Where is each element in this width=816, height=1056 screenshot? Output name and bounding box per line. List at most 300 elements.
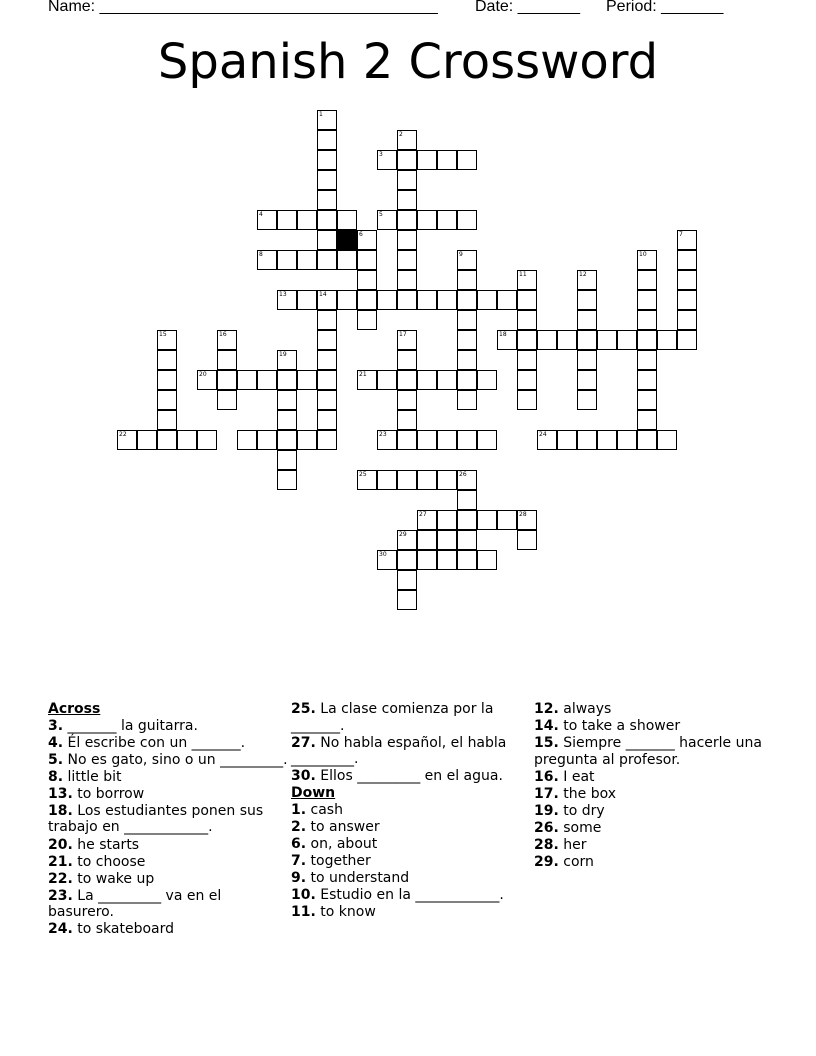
grid-cell[interactable] [417, 150, 437, 170]
grid-cell[interactable] [597, 430, 617, 450]
grid-cell[interactable] [517, 350, 537, 370]
grid-cell[interactable] [397, 390, 417, 410]
clue-text: Él escribe con un _______. [63, 734, 246, 751]
grid-cell[interactable] [377, 370, 397, 390]
grid-cell[interactable] [317, 210, 337, 230]
grid-cell[interactable] [537, 430, 557, 450]
grid-cell[interactable] [157, 330, 177, 350]
grid-cell[interactable] [497, 330, 517, 350]
grid-cell[interactable] [397, 230, 417, 250]
grid-cell[interactable] [637, 370, 657, 390]
grid-cell[interactable] [397, 210, 417, 230]
grid-cell[interactable] [317, 170, 337, 190]
clue-text: to skateboard [72, 921, 175, 938]
clue-number: 10 [639, 251, 647, 258]
grid-cell[interactable] [457, 330, 477, 350]
clue-number: 19 [279, 351, 287, 358]
grid-cell[interactable] [217, 390, 237, 410]
grid-cell[interactable] [317, 290, 337, 310]
clue [291, 853, 531, 870]
grid-cell[interactable] [377, 210, 397, 230]
clue-number: 2 [399, 131, 403, 138]
clue-number: 6 [359, 231, 363, 238]
grid-cell[interactable] [397, 150, 417, 170]
grid-cell[interactable] [517, 530, 537, 550]
grid-cell[interactable] [517, 370, 537, 390]
grid-cell[interactable] [397, 350, 417, 370]
grid-cell[interactable] [657, 330, 677, 350]
grid-cell[interactable] [637, 350, 657, 370]
grid-cell[interactable] [577, 330, 597, 350]
clue-number: 28 [519, 511, 527, 518]
grid-cell[interactable] [237, 370, 257, 390]
grid-cell[interactable] [477, 290, 497, 310]
clue-number: 17 [399, 331, 407, 338]
grid-cell[interactable] [457, 290, 477, 310]
clue [534, 837, 769, 854]
grid-cell[interactable] [137, 430, 157, 450]
grid-cell[interactable] [357, 290, 377, 310]
grid-cell[interactable] [317, 430, 337, 450]
grid-cell[interactable] [357, 270, 377, 290]
clue-number: 24. [48, 921, 73, 938]
grid-cell[interactable] [637, 270, 657, 290]
grid-cell[interactable] [217, 350, 237, 370]
grid-cell[interactable] [457, 510, 477, 530]
clue [291, 887, 531, 904]
grid-cell[interactable] [677, 230, 697, 250]
clue [534, 854, 769, 871]
grid-cell[interactable] [297, 370, 317, 390]
grid-cell[interactable] [157, 430, 177, 450]
clue [291, 768, 531, 785]
grid-cell[interactable] [377, 150, 397, 170]
clue [48, 752, 288, 769]
grid-cell[interactable] [397, 270, 417, 290]
clue-number: 4. [48, 734, 64, 751]
grid-cell[interactable] [457, 210, 477, 230]
clue [534, 769, 769, 786]
clue [48, 735, 288, 752]
grid-cell[interactable] [417, 430, 437, 450]
grid-cell[interactable] [577, 310, 597, 330]
grid-cell[interactable] [417, 290, 437, 310]
grid-cell[interactable] [637, 310, 657, 330]
grid-cell[interactable] [417, 510, 437, 530]
grid-cell[interactable] [417, 210, 437, 230]
grid-cell[interactable] [157, 410, 177, 430]
clue [291, 836, 531, 853]
grid-cell[interactable] [337, 210, 357, 230]
grid-cell[interactable] [637, 390, 657, 410]
grid-cell[interactable] [397, 170, 417, 190]
across-heading: Across [48, 701, 101, 717]
clue-number: 29. [534, 854, 559, 871]
grid-cell[interactable] [277, 350, 297, 370]
down-clue-list-continued [534, 701, 769, 871]
clue-number: 11 [519, 271, 527, 278]
clue [48, 803, 288, 836]
clue-number: 22 [119, 431, 127, 438]
clue-text: _______ la guitarra. [63, 717, 198, 734]
clue-text: to understand [306, 870, 410, 887]
grid-cell[interactable] [157, 350, 177, 370]
grid-cell[interactable] [677, 250, 697, 270]
grid-cell[interactable] [617, 330, 637, 350]
grid-cell[interactable] [497, 510, 517, 530]
clue-number: 5. [48, 751, 64, 768]
clue-text: some [558, 820, 602, 837]
clue-text: La clase comienza por la _______. [291, 701, 494, 734]
grid-cell[interactable] [357, 310, 377, 330]
clue-text: to wake up [72, 870, 155, 887]
grid-cell[interactable] [357, 250, 377, 270]
clue-number: 16. [534, 768, 559, 785]
grid-cell[interactable] [577, 270, 597, 290]
grid-cell[interactable] [117, 430, 137, 450]
grid-cell[interactable] [177, 430, 197, 450]
grid-cell[interactable] [457, 370, 477, 390]
clue-number: 27 [419, 511, 427, 518]
clue-number: 17. [534, 785, 559, 802]
grid-cell[interactable] [557, 330, 577, 350]
grid-cell[interactable] [557, 430, 577, 450]
grid-cell[interactable] [457, 430, 477, 450]
grid-cell[interactable] [637, 250, 657, 270]
clue-number: 10. [291, 887, 316, 904]
grid-cell[interactable] [437, 370, 457, 390]
across-clue-list-continued [291, 701, 531, 785]
grid-cell[interactable] [317, 410, 337, 430]
clue-number: 12 [579, 271, 587, 278]
clue [48, 786, 288, 803]
clue [48, 921, 288, 938]
grid-cell[interactable] [237, 430, 257, 450]
grid-cell[interactable] [397, 250, 417, 270]
clue-number: 21. [48, 853, 73, 870]
grid-cell[interactable] [377, 430, 397, 450]
grid-cell[interactable] [337, 290, 357, 310]
clue [48, 854, 288, 871]
grid-cell[interactable] [417, 530, 437, 550]
grid-cell[interactable] [457, 270, 477, 290]
grid-cell[interactable] [517, 510, 537, 530]
grid-cell[interactable] [377, 550, 397, 570]
grid-cell[interactable] [277, 450, 297, 470]
grid-cell[interactable] [457, 250, 477, 270]
clue [534, 820, 769, 837]
grid-cell[interactable] [477, 370, 497, 390]
grid-cell[interactable] [297, 210, 317, 230]
clue [291, 802, 531, 819]
clue-number: 13 [279, 291, 287, 298]
grid-cell[interactable] [317, 390, 337, 410]
clue-number: 30. [291, 768, 316, 785]
grid-cell[interactable] [457, 310, 477, 330]
grid-cell[interactable] [397, 590, 417, 610]
clue-number: 29 [399, 531, 407, 538]
clue-text: No habla español, el habla _________. [291, 734, 507, 768]
grid-cell[interactable] [577, 390, 597, 410]
grid-cell[interactable] [397, 130, 417, 150]
down-heading: Down [291, 785, 336, 802]
grid-cell[interactable] [317, 130, 337, 150]
clue [291, 904, 531, 921]
clues-column-2 [291, 701, 531, 921]
clue-text: to choose [72, 853, 146, 870]
clue-number: 20 [199, 371, 207, 378]
clue-number: 19. [534, 802, 559, 819]
clue-number: 15 [159, 331, 167, 338]
grid-cell[interactable] [397, 370, 417, 390]
clue-number: 12. [534, 701, 559, 717]
grid-cell[interactable] [157, 390, 177, 410]
clue [48, 837, 288, 854]
grid-cell[interactable] [157, 370, 177, 390]
grid-cell[interactable] [277, 250, 297, 270]
clue [291, 701, 531, 734]
clue-number: 2. [291, 818, 307, 835]
grid-cell[interactable] [397, 470, 417, 490]
grid-cell[interactable] [457, 150, 477, 170]
clue-number: 7. [291, 853, 307, 870]
grid-cell[interactable] [277, 370, 297, 390]
clue-number: 27. [291, 734, 316, 751]
grid-cell[interactable] [437, 510, 457, 530]
grid-cell[interactable] [637, 290, 657, 310]
grid-cell[interactable] [437, 470, 457, 490]
clue-text: Siempre _______ hacerle una pregunta al profesor. [534, 735, 762, 768]
clue-number: 14 [319, 291, 327, 298]
clue-text: the box [558, 785, 616, 802]
clue-number: 28. [534, 837, 559, 854]
clue-text: Los estudiantes ponen sus trabajo en ____________. [48, 802, 264, 836]
grid-cell[interactable] [677, 310, 697, 330]
clue-text: on, about [306, 835, 378, 852]
grid-cell[interactable] [477, 510, 497, 530]
grid-cell[interactable] [297, 250, 317, 270]
clue-number: 20. [48, 836, 73, 853]
grid-cell[interactable] [277, 290, 297, 310]
grid-cell[interactable] [197, 430, 217, 450]
grid-cell[interactable] [257, 210, 277, 230]
clue-number: 6. [291, 835, 307, 852]
grid-cell[interactable] [637, 430, 657, 450]
grid-cell[interactable] [277, 210, 297, 230]
grid-cell[interactable] [637, 330, 657, 350]
grid-cell[interactable] [517, 390, 537, 410]
clue [48, 769, 288, 786]
grid-cell[interactable] [197, 370, 217, 390]
date-field-label: Date: _______ [475, 0, 580, 15]
clue-number: 5 [379, 211, 383, 218]
grid-cell[interactable] [397, 430, 417, 450]
grid-cell[interactable] [277, 390, 297, 410]
clue-text: to take a shower [558, 718, 681, 735]
clue-number: 25 [359, 471, 367, 478]
clue [48, 871, 288, 888]
grid-cell[interactable] [397, 330, 417, 350]
grid-cell[interactable] [437, 150, 457, 170]
clue-text: I eat [558, 768, 595, 785]
grid-cell[interactable] [217, 370, 237, 390]
grid-cell[interactable] [457, 490, 477, 510]
clue-number: 9. [291, 870, 307, 887]
grid-cell[interactable] [417, 470, 437, 490]
clue-number: 14. [534, 718, 559, 735]
grid-cell[interactable] [677, 270, 697, 290]
grid-cell[interactable] [577, 350, 597, 370]
grid-cell[interactable] [497, 290, 517, 310]
clue-text: corn [558, 854, 594, 871]
clue [291, 819, 531, 836]
grid-cell[interactable] [317, 150, 337, 170]
grid-cell[interactable] [277, 470, 297, 490]
grid-cell[interactable] [317, 370, 337, 390]
clue [291, 870, 531, 887]
clue-number: 30 [379, 551, 387, 558]
grid-cell[interactable] [397, 190, 417, 210]
grid-cell[interactable] [357, 370, 377, 390]
clue-number: 23. [48, 887, 73, 904]
grid-cell[interactable] [377, 470, 397, 490]
clue-number: 24 [539, 431, 547, 438]
clue-number: 4 [259, 211, 263, 218]
clue-text: to know [315, 904, 376, 921]
clue-number: 21 [359, 371, 367, 378]
clue-number: 1. [291, 801, 307, 818]
grid-cell[interactable] [517, 290, 537, 310]
grid-cell[interactable] [397, 570, 417, 590]
grid-cell[interactable] [437, 290, 457, 310]
grid-cell[interactable] [257, 370, 277, 390]
down-clue-list [291, 802, 531, 921]
grid-cell[interactable] [297, 290, 317, 310]
grid-cell[interactable] [457, 530, 477, 550]
grid-cell[interactable] [457, 390, 477, 410]
grid-cell[interactable] [417, 370, 437, 390]
grid-cell[interactable] [437, 550, 457, 570]
clue-number: 11. [291, 904, 316, 921]
grid-cell[interactable] [477, 550, 497, 570]
grid-cell[interactable] [397, 530, 417, 550]
clue-text: No es gato, sino o un _________. [63, 751, 288, 768]
clue-number: 8. [48, 768, 64, 785]
period-field-label: Period: _______ [606, 0, 724, 15]
grid-cell[interactable] [277, 410, 297, 430]
grid-cell[interactable] [317, 110, 337, 130]
clue-number: 3. [48, 717, 64, 734]
grid-cell[interactable] [457, 350, 477, 370]
grid-cell[interactable] [397, 410, 417, 430]
clue-number: 13. [48, 785, 73, 802]
grid-cell[interactable] [337, 250, 357, 270]
clue-number: 26. [534, 820, 559, 837]
grid-cell[interactable] [437, 530, 457, 550]
grid-cell[interactable] [517, 330, 537, 350]
grid-cell[interactable] [517, 270, 537, 290]
grid-cell[interactable] [377, 290, 397, 310]
grid-cell[interactable] [577, 430, 597, 450]
grid-cell[interactable] [397, 290, 417, 310]
clue [291, 735, 531, 768]
grid-block [337, 230, 357, 250]
clue-number: 22. [48, 870, 73, 887]
clue-text: to answer [306, 818, 380, 835]
grid-cell[interactable] [657, 430, 677, 450]
clue-number: 25. [291, 701, 316, 717]
grid-cell[interactable] [437, 210, 457, 230]
clues-column-3 [534, 701, 769, 871]
grid-cell[interactable] [677, 330, 697, 350]
clue [48, 888, 288, 921]
clue-text: to borrow [72, 785, 145, 802]
clue-text: Ellos _________ en el agua. [315, 768, 503, 785]
grid-cell[interactable] [217, 330, 237, 350]
grid-cell[interactable] [517, 310, 537, 330]
clue-text: cash [306, 801, 343, 818]
grid-cell[interactable] [597, 330, 617, 350]
clue-text: always [558, 701, 612, 717]
clue-text: to dry [558, 802, 605, 819]
grid-cell[interactable] [537, 330, 557, 350]
clue-text: little bit [63, 768, 122, 785]
clue-number: 18 [499, 331, 507, 338]
grid-cell[interactable] [397, 550, 417, 570]
clue [534, 718, 769, 735]
clue-text: her [558, 837, 587, 854]
clue-number: 15. [534, 735, 559, 752]
grid-cell[interactable] [257, 430, 277, 450]
clue-number: 3 [379, 151, 383, 158]
grid-cell[interactable] [417, 550, 437, 570]
grid-cell[interactable] [317, 250, 337, 270]
grid-cell[interactable] [357, 470, 377, 490]
clue-number: 18. [48, 802, 73, 819]
grid-cell[interactable] [317, 190, 337, 210]
clue [534, 735, 769, 768]
grid-cell[interactable] [317, 310, 337, 330]
clue [534, 786, 769, 803]
grid-cell[interactable] [317, 330, 337, 350]
grid-cell[interactable] [277, 430, 297, 450]
grid-cell[interactable] [617, 430, 637, 450]
grid-cell[interactable] [637, 410, 657, 430]
clue [48, 718, 288, 735]
grid-cell[interactable] [457, 550, 477, 570]
grid-cell[interactable] [317, 350, 337, 370]
grid-cell[interactable] [357, 230, 377, 250]
grid-cell[interactable] [437, 430, 457, 450]
clue-text: La _________ va en el basurero. [48, 887, 222, 921]
clue-number: 26 [459, 471, 467, 478]
clue-text: Estudio en la ____________. [315, 887, 504, 904]
clue-text: together [306, 853, 371, 870]
clue [534, 803, 769, 820]
clue-number: 8 [259, 251, 263, 258]
across-clue-list [48, 718, 288, 938]
clue-number: 16 [219, 331, 227, 338]
grid-cell[interactable] [577, 290, 597, 310]
grid-cell[interactable] [317, 230, 337, 250]
grid-cell[interactable] [297, 430, 317, 450]
grid-cell[interactable] [457, 470, 477, 490]
grid-cell[interactable] [477, 430, 497, 450]
grid-cell[interactable] [677, 290, 697, 310]
grid-cell[interactable] [257, 250, 277, 270]
grid-cell[interactable] [577, 370, 597, 390]
page-title: Spanish 2 Crossword [157, 34, 659, 90]
